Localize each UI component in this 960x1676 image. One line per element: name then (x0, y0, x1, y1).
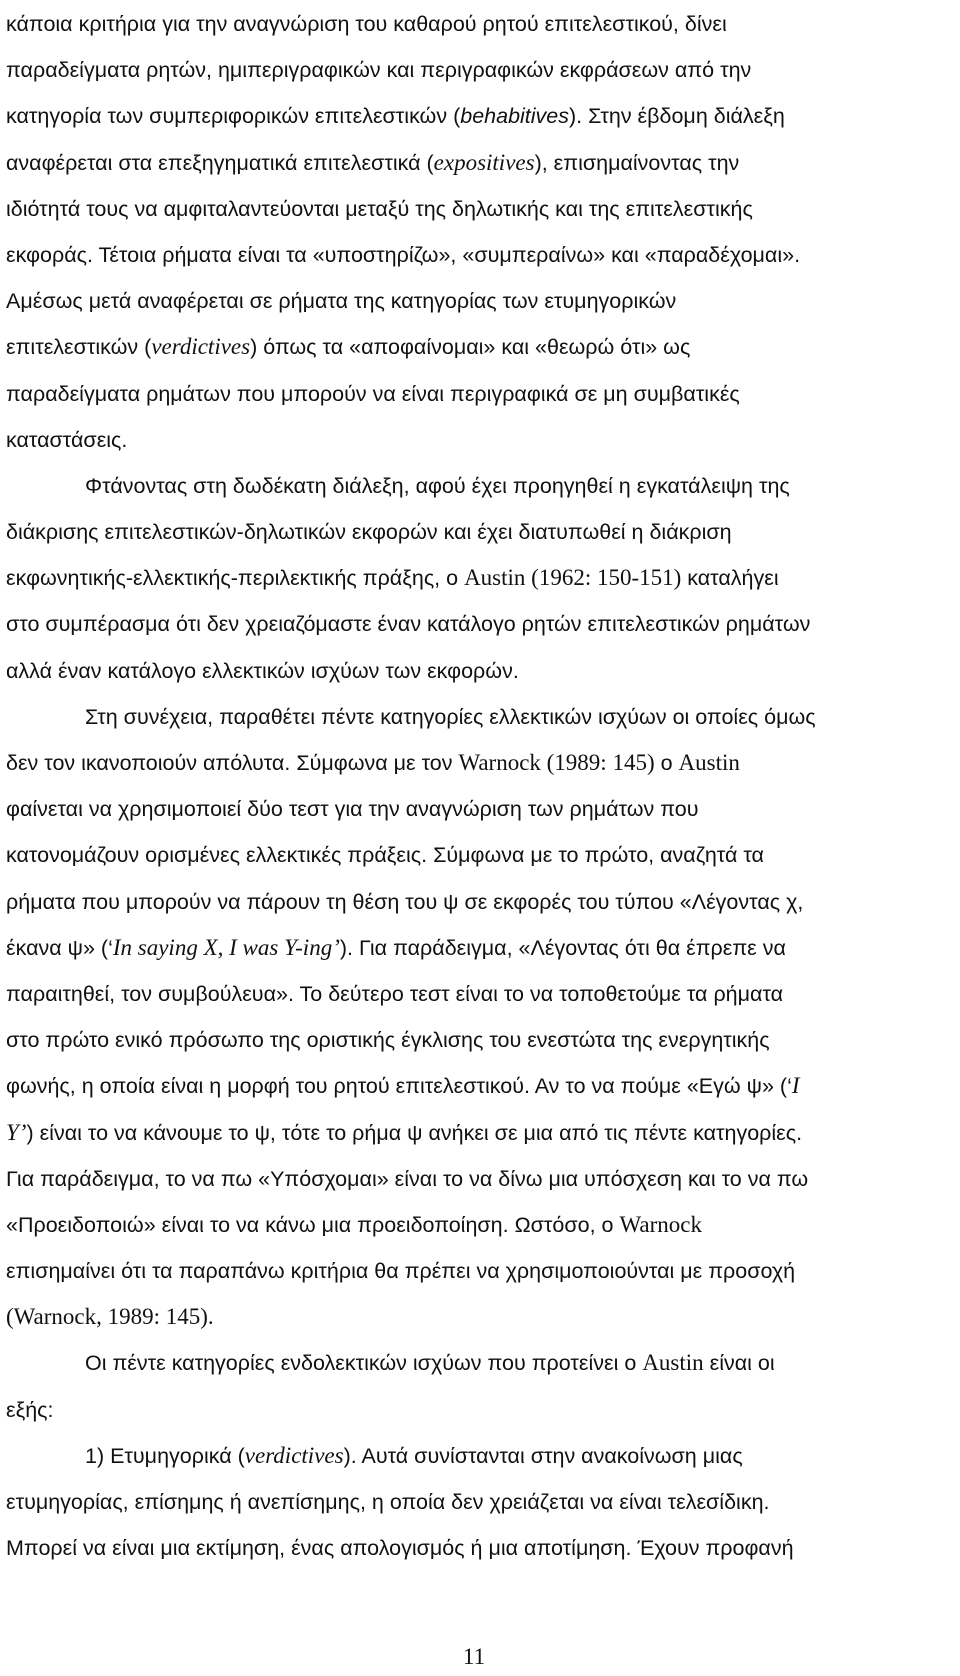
text-line (6, 1433, 942, 1479)
text-segment: παραδείγματα ρητών, ημιπεριγραφικών και περιγραφικών εκφράσεων από την (6, 58, 752, 83)
text-line (6, 1479, 942, 1525)
text-line (6, 509, 942, 555)
text-line (6, 1156, 942, 1202)
text-segment: Austin (678, 750, 740, 775)
text-segment: εκφοράς. Τέτοια ρήματα είναι τα «υποστηρίζω», «συμπεραίνω» και «παραδέχομαι». (6, 242, 801, 267)
text-line (6, 601, 942, 647)
text-segment: αλλά έναν κατάλογο ελλεκτικών ισχύων των εκφορών. (6, 658, 519, 683)
text-line (6, 1202, 942, 1248)
text-line (6, 1340, 942, 1386)
text-line (6, 1063, 942, 1109)
text-segment: Austin (1962: 150-151) (464, 565, 682, 591)
italic-text-segment: behabitives (460, 104, 570, 129)
text-line (6, 925, 942, 971)
body-text (6, 1, 942, 1571)
text-segment: Στη συνέχεια, παραθέτει πέντε κατηγορίες ελλεκτικών ισχύων οι οποίες όμως (85, 704, 816, 729)
text-segment: δεν τον ικανοποιούν απόλυτα. Σύμφωνα με τον (6, 751, 459, 775)
text-line (6, 186, 942, 232)
text-segment: παραιτηθεί, τον συμβούλευα». Το δεύτερο τεστ είναι το να τοποθετούμε τα ρήματα (6, 981, 784, 1006)
text-segment: «Προειδοποιώ» είναι το να κάνω μια προειδοποίηση. Ωστόσο, ο (6, 1212, 620, 1237)
text-segment: επισημαίνει ότι τα παραπάνω κριτήρια θα πρέπει να χρησιμοποιούνται με προσοχή (6, 1259, 796, 1284)
text-segment: κατηγορία των συμπεριφορικών επιτελεστικών ( (6, 104, 461, 129)
text-segment: εξής: (6, 1397, 54, 1422)
text-line (6, 1110, 942, 1156)
text-line (6, 971, 942, 1017)
text-segment: Austin (642, 1350, 704, 1376)
text-segment: ) όπως τα «αποφαίνομαι» και «θεωρώ ότι» ως (250, 335, 691, 360)
text-line (6, 371, 942, 417)
text-line (6, 463, 942, 509)
text-segment: φαίνεται να χρησιμοποιεί δύο τεστ για την αναγνώριση των ρημάτων που (6, 797, 699, 822)
text-segment: Warnock (1989: 145) (458, 750, 655, 775)
text-segment: ιδιότητά τους να αμφιταλαντεύονται μεταξύ της δηλωτικής και της επιτελεστικής (6, 196, 753, 221)
text-segment: ). Για παράδειγμα, «Λέγοντας ότι θα έπρεπε να (339, 935, 786, 960)
italic-text-segment: verdictives (244, 1442, 344, 1468)
text-segment: Οι πέντε κατηγορίες ενδολεκτικών ισχύων που προτείνει ο (85, 1351, 643, 1376)
text-segment: ) είναι το να κάνουμε το ψ, τότε το ρήμα ψ ανήκει σε μια από τις πέντε κατηγορίες. (26, 1120, 803, 1145)
text-line (6, 47, 942, 93)
text-segment: Warnock (619, 1211, 702, 1237)
text-segment: καταστάσεις. (6, 427, 128, 452)
text-line (6, 324, 942, 370)
text-segment: ). Στην έβδομη διάλεξη (569, 104, 785, 129)
text-segment: ρήματα που μπορούν να πάρουν τη θέση του ψ σε εκφορές του τύπου «Λέγοντας χ, (6, 889, 804, 914)
text-segment: κάποια κριτήρια για την αναγνώριση του καθαρού ρητού επιτελεστικού, δίνει (6, 12, 727, 36)
text-line (6, 1525, 942, 1571)
text-segment: Μπορεί να είναι μια εκτίμηση, ένας απολογισμός ή μια αποτίμηση. Έχουν προφανή (6, 1536, 794, 1561)
text-line (6, 555, 942, 601)
text-segment: ), επισημαίνοντας την (534, 150, 740, 175)
text-segment: ). Αυτά συνίστανται στην ανακοίνωση μιας (343, 1443, 743, 1468)
text-line (6, 786, 942, 832)
text-line (6, 232, 942, 278)
document-page (6, 0, 942, 1676)
text-line (6, 1, 942, 47)
text-segment: κατονομάζουν ορισμένες ελλεκτικές πράξεις. Σύμφωνα με το πρώτο, αναζητά τα (6, 843, 764, 868)
text-line (6, 1294, 942, 1340)
text-line (6, 648, 942, 694)
text-line (6, 1017, 942, 1063)
text-segment: (Warnock, 1989: 145). (6, 1304, 214, 1330)
italic-text-segment: I (791, 1073, 800, 1099)
text-segment: ετυμηγορίας, επίσημης ή ανεπίσημης, η οποία δεν χρειάζεται να είναι τελεσίδικη. (6, 1490, 770, 1514)
text-segment: εκφωνητικής-ελλεκτικής-περιλεκτικής πράξης, ο (6, 566, 465, 591)
text-segment: ο (654, 751, 679, 775)
text-segment: παραδείγματα ρημάτων που μπορούν να είναι περιγραφικά σε μη συμβατικές (6, 381, 740, 406)
text-segment: αναφέρεται στα επεξηγηματικά επιτελεστικά ( (6, 150, 434, 175)
italic-text-segment: In saying X, I was Y-ing’ (112, 934, 340, 960)
text-line (6, 740, 942, 786)
text-segment: επιτελεστικών ( (6, 335, 152, 360)
text-line (6, 694, 942, 740)
text-line (6, 1248, 942, 1294)
text-line (6, 879, 942, 925)
text-segment: είναι οι (703, 1351, 775, 1376)
text-line (6, 832, 942, 878)
italic-text-segment: expositives (433, 149, 535, 175)
text-line (6, 417, 942, 463)
italic-text-segment: Y’ (6, 1119, 27, 1145)
text-line (6, 1387, 942, 1433)
page-number: 11 (462, 1644, 486, 1669)
text-line (6, 93, 942, 139)
text-line (6, 140, 942, 186)
text-segment: Φτάνοντας στη δωδέκατη διάλεξη, αφού έχει προηγηθεί η εγκατάλειψη της (85, 473, 790, 498)
text-segment: διάκρισης επιτελεστικών-δηλωτικών εκφορών και έχει διατυπωθεί η διάκριση (6, 520, 732, 545)
text-segment: στο πρώτο ενικό πρόσωπο της οριστικής έγκλισης του ενεστώτα της ενεργητικής (6, 1028, 770, 1053)
text-segment: καταλήγει (681, 566, 779, 591)
italic-text-segment: verdictives (151, 334, 251, 360)
text-segment: έκανα ψ» (‘ (6, 935, 113, 960)
text-segment: 1) Ετυμηγορικά ( (85, 1443, 245, 1468)
text-line (6, 278, 942, 324)
text-segment: Αμέσως μετά αναφέρεται σε ρήματα της κατηγορίας των ετυμηγορικών (6, 289, 677, 314)
text-segment: φωνής, η οποία είναι η μορφή του ρητού επιτελεστικού. Αν το να πούμε «Εγώ ψ» (‘ (6, 1074, 792, 1099)
text-segment: στο συμπέρασμα ότι δεν χρειαζόμαστε έναν κατάλογο ρητών επιτελεστικών ρημάτων (6, 612, 811, 637)
text-segment: Για παράδειγμα, το να πω «Υπόσχομαι» είναι το να δίνω μια υπόσχεση και το να πω (6, 1166, 809, 1191)
